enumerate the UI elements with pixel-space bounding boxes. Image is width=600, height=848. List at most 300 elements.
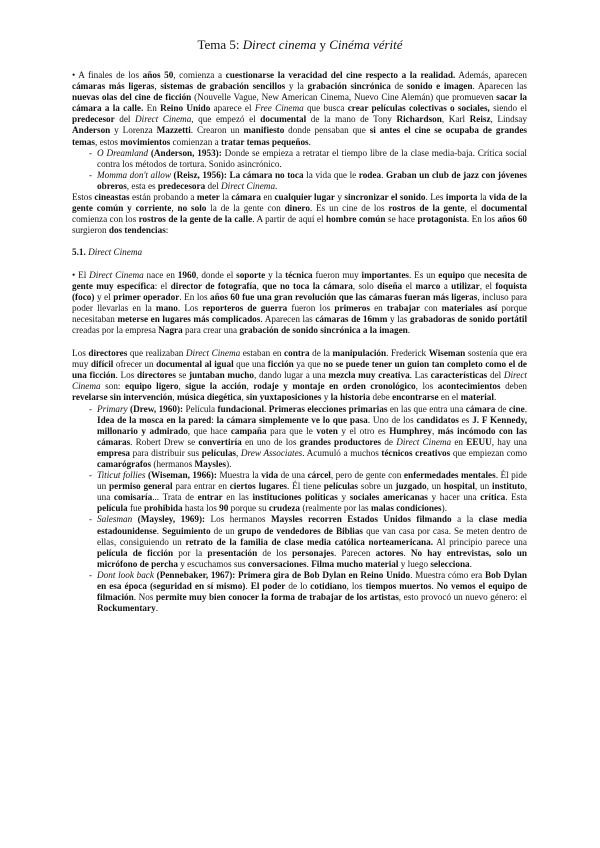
text-run: fundacional [217, 403, 265, 414]
text-run: y hacer una [427, 492, 481, 503]
direct-cinema-paragraph [72, 270, 527, 337]
text-run: Anderson [72, 125, 111, 136]
text-run: campaña [230, 425, 267, 436]
text-run: instituto [492, 481, 525, 492]
text-run: 90 [219, 503, 229, 514]
text-run: juntaban mucho [189, 370, 254, 381]
text-run: y la [285, 81, 308, 92]
text-run: Maysles [194, 459, 227, 469]
text-run: material [460, 392, 494, 403]
text-run: y escuchamos sus [177, 558, 248, 569]
text-run: con [420, 302, 442, 313]
text-run: hospital [443, 481, 475, 492]
text-run: años 60 fue una gran revolución que las cámaras fueran más ligeras [210, 291, 478, 302]
text-run: Primary [97, 403, 128, 414]
text-run: crudeza [268, 503, 301, 514]
text-run: en el [438, 392, 461, 403]
text-run: rostros de la gente de la calle [138, 214, 253, 225]
text-run: . [245, 581, 251, 592]
text-run: sobre un [357, 481, 396, 492]
text-run: para entrar en [172, 481, 230, 492]
text-run: del [205, 180, 222, 191]
film-item-salesman [72, 514, 527, 569]
text-run: . En los [179, 291, 211, 302]
text-run: deben [500, 381, 528, 392]
text-run: (Reisz, 1956): [170, 169, 227, 180]
text-run: (Drew, 1960): [127, 403, 184, 414]
film-item-primary [72, 404, 527, 471]
text-run: directores [88, 348, 128, 359]
text-run: • A finales de los [72, 70, 143, 80]
text-run: Direct Cinema [185, 348, 241, 359]
text-run: , los [415, 381, 438, 392]
text-run: ). [226, 459, 232, 469]
text-run: para distribuir sus [130, 447, 202, 458]
text-run: El poder [250, 581, 286, 592]
text-run: en las [222, 492, 253, 503]
text-run: Richardson [396, 114, 442, 125]
text-run: , estos [94, 136, 121, 147]
text-run: . A partir de aquí el [252, 214, 327, 225]
text-run: . Él tiene [286, 481, 324, 492]
text-run: nuevas olas del cine de ficción [72, 92, 192, 103]
text-run: presentación [207, 547, 258, 558]
text-run: características [430, 370, 488, 381]
text-run: y [321, 392, 331, 403]
text-run: dos tendencias [108, 225, 166, 236]
title-connector: y [316, 37, 330, 52]
text-run: que no toca la cámara [262, 280, 353, 291]
text-run: • El [72, 269, 90, 280]
text-run: , [172, 392, 177, 403]
text-run: y [337, 492, 350, 503]
text-run: . [493, 392, 497, 403]
text-run: selecciona [430, 558, 470, 569]
text-run: la historia [330, 392, 371, 403]
text-run: enfermedades mentales [403, 470, 496, 481]
text-run: ... Trata de [152, 492, 198, 503]
text-run: . Frederick [386, 348, 429, 359]
text-run: hasta los [182, 503, 220, 514]
text-run: importantes [361, 269, 409, 280]
text-run: Primeras elecciones primarias [268, 403, 388, 414]
text-run: Salesman [97, 514, 133, 525]
text-run: Rockumentary [97, 603, 156, 614]
page-title [0, 37, 600, 52]
text-run: entrar [197, 492, 223, 503]
text-run: , [431, 425, 438, 436]
text-run: candidatos [416, 414, 459, 425]
text-run: , [256, 280, 263, 291]
text-run: Graban un club de jazz con jóvenes obreros [97, 169, 527, 191]
text-run: no se puede tener un guion tan completo como el de una ficción [72, 359, 527, 381]
text-run: cámaras de 16mm [315, 313, 388, 324]
text-run: al igual [204, 359, 234, 370]
text-run: revelarse sin intervención [72, 392, 173, 403]
text-run: y las [387, 313, 410, 324]
text-run: de [495, 403, 509, 414]
text-run: , los [346, 581, 366, 592]
text-run: La cámara no toca [229, 169, 304, 180]
text-run: fueron muy [312, 269, 362, 280]
text-run: meter [196, 192, 220, 203]
text-run: difícil [90, 359, 114, 370]
text-run: cárcel [307, 470, 331, 481]
text-run: . Las [409, 370, 431, 381]
text-run: de un [210, 525, 238, 536]
text-run: tratar temas pequeños [221, 136, 309, 147]
text-run: comienza con los [72, 214, 139, 225]
text-run: , un [426, 481, 444, 492]
text-run: cámara [465, 403, 496, 414]
text-run: . [431, 581, 437, 592]
text-run: . [469, 558, 472, 569]
text-run: Wiseman [428, 348, 466, 359]
text-run: tiempos muertos [365, 581, 432, 592]
text-run: que una [233, 359, 268, 370]
text-run: años 60 [497, 214, 528, 225]
text-run: . [407, 324, 411, 335]
text-run: sonido e imagen [406, 81, 473, 92]
text-run: el [402, 280, 416, 291]
text-run: . [155, 603, 158, 614]
text-run: nace en [143, 269, 178, 280]
text-run: película [97, 503, 128, 514]
text-run: importa [445, 192, 478, 203]
text-run: primer operador [113, 291, 180, 302]
text-run: : [211, 414, 217, 425]
text-run: ). [441, 503, 447, 514]
text-run: equipo ligero [125, 381, 179, 392]
text-run: porque su [228, 503, 269, 514]
text-run: , [241, 392, 247, 403]
text-run: , dando lugar a una [253, 370, 329, 381]
text-run: , pero de gente con [330, 470, 404, 481]
text-run: en [369, 302, 387, 313]
text-run: documental [260, 114, 307, 125]
text-run: de una [278, 470, 308, 481]
text-run: (Maysley, 1969): [132, 514, 206, 525]
text-run: . Les [425, 192, 446, 203]
film-item-dont-look-back [72, 570, 527, 614]
text-run: (Wiseman, 1966): [145, 470, 217, 481]
text-run: de lo [285, 581, 311, 592]
text-run: sistemas de grabación sencillos [160, 81, 286, 92]
text-run: . Parecen [333, 547, 376, 558]
text-run: Momma don't allow [97, 169, 171, 180]
text-run: . Esta [505, 492, 528, 503]
text-run: vida de la gente común y corriente [72, 192, 528, 214]
text-run: en uno de los [241, 436, 300, 447]
text-run: mano [155, 302, 178, 313]
text-run: vida [261, 470, 279, 481]
text-run: protagonista [417, 214, 467, 225]
text-run: Direct Cinema [135, 114, 192, 125]
text-run: sin yuxtaposiciones [246, 392, 322, 403]
text-run: música diegética [176, 392, 242, 403]
text-run: que realizaban [127, 348, 186, 359]
text-run: trabajar [386, 302, 421, 313]
text-run: , el [464, 203, 482, 214]
text-run: comienzan a [170, 136, 222, 147]
text-run: , que hace [187, 425, 231, 436]
text-run: director de fotografía [170, 280, 257, 291]
text-run: Direct Cinema [89, 269, 144, 280]
tendencies-paragraph [72, 192, 527, 236]
text-run: . Crearon un [190, 125, 244, 136]
text-run: documental [156, 359, 203, 370]
text-run: sociales americanas [349, 492, 428, 503]
text-run: porque necesitaban [72, 302, 528, 324]
text-run: . [381, 169, 386, 180]
text-run: . [524, 403, 527, 414]
text-run: actores [375, 547, 404, 558]
text-run: en las que entra una [387, 403, 466, 414]
intro-paragraph [72, 70, 527, 148]
text-run: utilizar [451, 280, 480, 291]
text-run: permite muy bien conocer la forma de trabajar de los artistas [155, 592, 399, 603]
text-run: , un [474, 481, 493, 492]
text-run: contra [284, 348, 310, 359]
text-run: Los hermanos [205, 514, 271, 525]
text-run: crítica [480, 492, 506, 503]
text-run: Free Cinema [254, 103, 304, 114]
text-run: la cámara simplemente ve lo que pasa [216, 414, 368, 425]
film-item-titicut-follies [72, 470, 527, 514]
text-run: cualquier lugar [274, 192, 335, 203]
text-run: que busca [303, 103, 348, 114]
text-run: . Los [177, 302, 203, 313]
title-direct-cinema: Direct cinema [242, 37, 317, 52]
text-run: Bob Dylan en esa época (seguridad en sí mismo) [97, 569, 527, 592]
text-run: , [154, 81, 161, 92]
text-run: creadas por la empresa [72, 324, 159, 335]
text-run: . Muestra cómo era [410, 569, 485, 580]
text-run: sincronizar el sonido [344, 192, 426, 203]
text-run: encontrarse [392, 392, 439, 403]
text-run: película de ficción [97, 547, 174, 558]
text-run: grupo de vendedores de Biblias [237, 525, 364, 536]
text-run: (hermanos [151, 459, 195, 469]
text-run: , hay una [491, 436, 528, 447]
text-run: cámaras más ligeras [72, 81, 155, 92]
text-run: . [308, 136, 311, 147]
text-run: manipulación [332, 348, 387, 359]
text-run: . [403, 547, 411, 558]
text-run: técnica [285, 269, 313, 280]
text-run: (Anderson, 1953): [147, 147, 222, 158]
text-run: del [114, 114, 136, 125]
text-run: Donde se empieza a retratar el tiempo libre de la clase media-baja. Crítica social contra los métodos de tortura. Sonido asincrónico. [97, 147, 527, 169]
text-run: , Karl [441, 114, 470, 125]
text-run: sacar la cámara a la calle. [72, 92, 527, 114]
title-prefix: Tema 5: [197, 37, 243, 52]
text-run: para crear una [182, 324, 240, 335]
text-run: convertiría [198, 436, 242, 447]
text-run: de la mano de Tony [306, 114, 397, 125]
text-run: . Uno de los [367, 414, 417, 425]
text-run: predecesora [157, 180, 206, 191]
text-run: están probando a [129, 192, 197, 203]
text-run: (Nouvelle Vague, New American Cinema, Nuevo Cine Alemán) que promueven [191, 92, 497, 103]
text-run: primeros [334, 302, 370, 313]
text-run: , Lindsay [490, 114, 527, 125]
text-run: comisaría [113, 492, 153, 503]
text-run: Filma mucho material [311, 558, 399, 569]
text-run: mezcla muy creativa [328, 370, 410, 381]
text-run: son: [100, 381, 126, 392]
text-run: grabadoras de sonido portátil [409, 313, 527, 324]
document-body [72, 70, 527, 614]
text-run: en [451, 436, 467, 447]
text-run: diseña [377, 280, 403, 291]
text-run: la [219, 192, 232, 203]
text-run: . [275, 180, 278, 191]
text-run: Además, aparecen [455, 70, 527, 80]
text-run: personajes [292, 547, 334, 558]
text-run: materiales así [441, 302, 498, 313]
text-run: . Nos [133, 592, 156, 603]
text-run: donde pensaban que [284, 125, 370, 136]
text-run: rodea [358, 169, 382, 180]
text-run: . Aparecen las [260, 313, 316, 324]
text-run: cámara [231, 192, 261, 203]
text-run: siendo el [489, 103, 527, 114]
text-run: documental [481, 203, 528, 214]
text-run: a la [451, 514, 479, 525]
text-run: , el [479, 280, 496, 291]
text-run: se [175, 370, 189, 381]
text-run: Drew Associates [240, 447, 303, 458]
text-run: No vemos el equipo de filmación [97, 581, 528, 603]
section-number: 5.1. [72, 247, 89, 258]
text-run: soporte [236, 269, 266, 280]
text-run: y el otro es [337, 425, 390, 436]
text-run: Idea de la mosca en la pared [97, 414, 212, 425]
section-heading [72, 247, 527, 258]
text-run: sostenía que era muy [72, 348, 528, 370]
text-run: retrato de la familia de clase media católica norteamericana. [185, 536, 434, 547]
text-run: y Lorenza [110, 125, 157, 136]
text-run: de [381, 436, 397, 447]
text-run: fue [127, 503, 144, 514]
text-run: EEUU [466, 436, 492, 447]
text-run: , [178, 381, 186, 392]
text-run: y [334, 192, 345, 203]
text-run: debe [370, 392, 393, 403]
text-run: : [165, 225, 169, 236]
text-run: estaban en [240, 348, 285, 359]
text-run: ciertos lugares [229, 481, 287, 492]
text-run: voten [316, 425, 338, 436]
text-run: sigue la acción [185, 381, 247, 392]
text-run: , comienza a [173, 70, 226, 80]
text-run: camarógrafos [97, 459, 152, 469]
text-run: Los [72, 348, 89, 359]
text-run: más incómodo con las cámaras [97, 425, 528, 447]
free-cinema-film-list [72, 148, 527, 192]
text-run: de los [257, 547, 293, 558]
text-run: : el [154, 280, 171, 291]
text-run: ofrecer un [113, 359, 157, 370]
text-run: . Es un cine de los [309, 203, 389, 214]
text-run: grabación de sonido sincrónica a la imagen [239, 324, 408, 335]
text-run: movimientos [120, 136, 171, 147]
text-run: , donde el [196, 269, 237, 280]
text-run: manifiesto [243, 125, 285, 136]
text-run: que empiezan como [450, 447, 527, 458]
text-run: malas condiciones [370, 503, 442, 514]
text-run: y la [265, 269, 286, 280]
text-run: directores [137, 370, 176, 381]
text-run: , esto provocó un nuevo género: el [398, 592, 527, 603]
text-run: técnicos creativos [381, 447, 451, 458]
text-run: marco [415, 280, 441, 291]
text-run: . Es un [409, 269, 439, 280]
text-run: de [390, 81, 407, 92]
text-run: que [464, 269, 484, 280]
text-run: cuestionarse la veracidad del cine respecto a la realidad. [225, 70, 456, 80]
text-run: (Pennebaker, 1967): Primera gira de Bob Dylan en Reino Unido [153, 569, 411, 580]
text-run: ficción [267, 359, 294, 370]
text-run: y luego [398, 558, 431, 569]
text-run: , que empezó el [191, 114, 261, 125]
text-run: En [143, 103, 161, 114]
text-run: (realmente por las [300, 503, 371, 514]
film-item-momma-dont-allow [72, 170, 527, 192]
text-run: instituciones políticas [252, 492, 338, 503]
text-run: Titicut follies [97, 470, 146, 481]
text-run: Nagra [158, 324, 183, 335]
text-run: Direct Cinema [396, 436, 452, 447]
text-run: . Acumuló a muchos [302, 447, 382, 458]
text-run: años 50 [142, 70, 174, 80]
text-run: Reisz [469, 114, 491, 125]
text-run: O Dreamland [97, 147, 148, 158]
text-run: cotidiano [310, 581, 347, 592]
text-run: la [477, 192, 490, 203]
text-run: Mazzetti [156, 125, 191, 136]
text-run: predecesor [72, 114, 115, 125]
text-run: , incluso para poder llevarlas en la [72, 291, 527, 313]
text-run: empresa [97, 447, 130, 458]
text-run: . En los [466, 214, 498, 225]
text-run: Muestra la [216, 470, 262, 481]
text-run: rostros de la gente [388, 203, 465, 214]
text-run: si antes el cine se ocupaba de grandes temas [72, 125, 527, 147]
text-run: Película [183, 403, 218, 414]
text-run: , [235, 447, 241, 458]
text-run: películas [323, 481, 358, 492]
text-run: . Los [115, 370, 137, 381]
film-item-o-dreamland [72, 148, 527, 170]
text-run: Humphrey [389, 425, 432, 436]
text-run: la de la gente con [206, 203, 285, 214]
text-run: surgieron [72, 225, 109, 236]
text-run: crear películas colectivas o sociales, [347, 103, 490, 114]
text-run: por la [173, 547, 208, 558]
text-run: no solo [177, 203, 207, 214]
text-run: rodaje y montaje en orden cronológico [253, 381, 416, 392]
text-run: Reino Unido [160, 103, 211, 114]
text-run: equipo [438, 269, 465, 280]
text-run: foquista (foco) [72, 280, 528, 302]
text-run: grabación sincrónica [307, 81, 391, 92]
text-run: Seguimiento [162, 525, 211, 536]
text-run: , una [97, 481, 528, 503]
text-run: . Él pide un [97, 470, 527, 492]
text-run: conversaciones [247, 558, 307, 569]
